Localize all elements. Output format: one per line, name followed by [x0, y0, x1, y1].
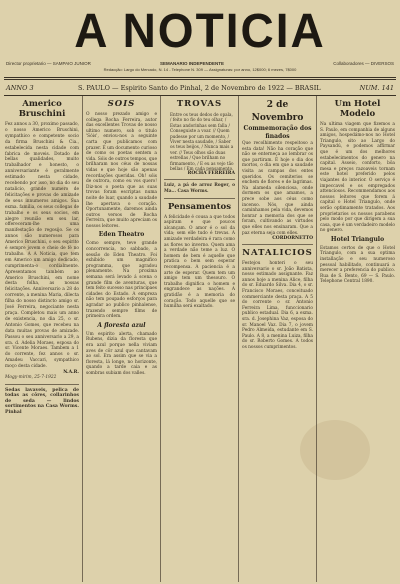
issue-year: ANNO 3	[6, 84, 34, 92]
article-signature: CORDORNETTO	[272, 236, 313, 242]
director-info: Director proprietario — SAMPAIO JUNIOR	[6, 61, 91, 66]
weekly-info: SEMANARIO INDEPENDENTE	[160, 61, 225, 66]
divider	[5, 384, 79, 385]
column-divider	[160, 96, 161, 582]
article-body: Festejou honteri o seu anniversario o sr. João Batista, nosso estimado assignante. Faz annos hoje a menina Alice, filha do sr. Eduardo Silva. Dia 4, o sr. Francisco Moraes, conceituado commerciante desta praça. A 5 do corrente o sr. Antonio Ferreira Lima, funccionario publico estadual. Dia 6, a exma. sra. d. Josephina Vaz, esposa do sr. Manoel Vaz. Dia 7, o jovem Pedro Almeida, estudante em S. Paulo. A 8, a menina Luiza, filha do sr. Roberto Gomes. A todos os nossos cumprimentos.	[242, 261, 313, 350]
article-signature: N.A.R.	[63, 370, 79, 376]
poem-signature: ROCHA FERREIRA	[187, 171, 235, 177]
column-2	[86, 99, 157, 579]
collaborators-info: Collaboradores — DIVERSOS	[333, 61, 394, 66]
divider	[4, 95, 396, 96]
article-body: Um espirito alerta, chamado Rubens, dizia da floresta que era azul porque nella viviam aves de côr azul que cantavam ao sol. Era assim que se via a floresta, lá longe, no horizonte, quando a tarde caia e as sombras subiam dos valles.	[86, 331, 157, 376]
divider	[4, 79, 396, 80]
article-heading: Um Hotel Modelo	[334, 99, 381, 119]
advertisement: Luiz, a pá de arroz Roger, o Ma... Casa Worms.	[164, 183, 235, 195]
dateline	[0, 81, 400, 95]
article-body: Fez annos a 30, proximo passado, o nosso Americo Bruschini, sympathico e competente socio da firma Bruschini & Cia., estabelecida nesta cidade com fabrica de moveis. Dotado de bellas qualidades, muito trabalhador e honesto, o anniversariante é geralmente estimado nesta cidade, recebendo por isso, no dia do seu natalicio, grande numero de felicitações e provas de amizade de seus innumeros amigos. Sua exma. familia, os seus collegas de trabalho e os seus socios, em alegre reunião em seu lar, offereceram-lhe uma manifestação de regosijo. Se os annos são numerosos para Americo Bruschini, o seu espirito é sempre jovem e cheio de fé no trabalho. A A Noticia, que tem em Americo um amigo dedicado, cumprimenta-o cordialmente. Apresentamos também ao Americo Bruschini, em nome desta folha, as nossas felicitações. Anniversario a 28 do corrente, a menina Maria, dilecta filha do nosso distincto amigo sr. José Ferreira, negociante nesta praça. Completou mais um anno de existencia, no dia 25, o sr. Antonio Gomes, que recebeu na data muitas provas de amizade. Passou o seu anniversario a 29, a sra. d. Adelia Moraes, esposa do sr. Vicente Moraes. Tambem a 1 do corrente, fez annos o sr. Amadeu Vaccari, sympathico moço desta cidade.	[5, 122, 79, 370]
article-body: Que recolhimento respeitoso a esta data! Não ha coração que não se enterneça ao lembrar os que partiram. É hoje o dia dos mortos, o dia em que a saudade visita as campas dos entes queridos. Os cemiterios se enchem de flores e de lagrimas. Na alameda silenciosa, onde dormem os que amamos, a prece sobe aos céus como incenso. Nós, que ainda caminhamos pela vida, devemos honrar a memoria dos que se foram, cultivando as virtudes que elles nos ensinaram. Que a paz eterna seja com elles.	[242, 141, 313, 236]
address-line: Redacção: Largo do Mercado, N. 14 - Telephone N. 309 — Assignaturas: por anno, 12$000; 6 mezes, 7$000	[103, 67, 297, 72]
article-heading: 2 de Novembro	[251, 100, 304, 123]
location-date: S. PAULO — Espirito Santo do Pinhal, 2 de Novembro de 1922 — BRASIL	[78, 84, 321, 92]
article-body: A felicidade é cousa a que todos aspiram e que poucos alcançam. O amor é o sol da vida; sem elle tudo é trevas. A amizade verdadeira é rara como as flores no inverno. Quem ama a verdade não teme a luz. O homem de bem é aquelle que pratica o bem sem esperar recompensa. A paciencia é a arte de esperar. Quem tem um amigo tem um thesouro. O trabalho dignifica o homem e engrandece as nações. A gratidão é a memoria do coração. Todo aquelle que se humilha será exaltado.	[164, 214, 235, 310]
article-highlight: Hotel Triangulo	[330, 235, 385, 243]
article-body: Como sempre, teve grande concorrencia, no sabbado, a sessão do Eden Theatro. Foi exhibido um magnifico programma, que agradou plenamente. Na proxima semana será levado á scena o grande film de aventuras, que tem feito sucesso nas principaes cidades do Estado. A empreza não tem poupado esforços para agradar ao publico pinhalense, trazendo sempre films de primeira ordem.	[86, 241, 157, 320]
article-heading: NATALICIOS	[242, 248, 313, 259]
divider	[242, 244, 313, 245]
column-5	[320, 99, 395, 579]
issue-number: NUM. 141	[359, 84, 394, 92]
article-body: Estamos certos de que o Hotel Triangulo, com a sua optima installação e seu numeroso pessoal habilitado, continuará a merecer a preferencia do publico. Rua de S. Bento, 69 — S. Paulo. Telephone Central 1890.	[320, 245, 395, 285]
column-divider	[316, 96, 317, 582]
column-divider	[238, 96, 239, 582]
masthead	[0, 2, 400, 60]
divider	[4, 77, 396, 78]
article-body: Na ultima viagem que fizemos a S. Paulo, em companhia de alguns amigos, hospedámo-nos no Hotel Triangulo, sito ao Largo do Paysandú, e podemos affirmar que é um dos melhores estabelecimentos do genero na capital. Asseio, conforto, bôa mesa e preços razoaveis tornam este hotel preferido pelos viajantes do interior. O serviço é impeccavel e os empregados attenciosos. Recommendamos aos nossos leitores que forem á capital o Hotel Triangulo, onde serão optimamente tratados. Aos proprietarios os nossos parabens pelo modo por que dirigem a sua casa, que é um verdadeiro modelo no genero.	[320, 122, 395, 234]
article-date: Mogy-mirim, 25-7-1922	[5, 375, 57, 381]
article-body: O nosso prezado amigo e collega Rocha Ferreira, autor das excellentes Trovas de nosso ultimo numero, sob o titulo 'Sóis', enviou-nos a seguinte carta que publicamos com prazer. É um documento curioso de como os poetas sentem a vida. Sóis de outros tempos, que brilharam nos céus de nossas vidas e que hoje são apenas recordações queridas. Oh! sóis de outrora, como eu vos quero! Diz-nos o poeta que as suas trovas foram escriptas numa noite de luar, quando a saudade lhe apertava o coração. Oportunamente, daremos ainda outros versos de Rocha Ferreira, que muito apreciam os nossos leitores.	[86, 112, 157, 229]
article-subheading: Commemoração dos finados	[243, 125, 312, 140]
article-subheading: Eden Theatro	[98, 231, 145, 239]
divider	[164, 179, 235, 180]
poem-text: Entre os teus dedos de opala, / feito no fio do teu olhar, / Estas andorinhas sem falla / Conseguiste a voar. // Quem pudesse por um momento, / Viver nesta saudade, / Saber os teus beijos, / Nunca mais a ver. // Teus olhos são duas estrellas / Que brilham no firmamento, / E eu as vejo tão bellas / Em cada pensamento.	[170, 112, 234, 172]
column-divider	[82, 96, 83, 582]
article-subheading: A floresta azul	[97, 321, 146, 329]
column-3	[164, 99, 235, 579]
advertisement: Sedas lavaveis, pelica de todas as côres, collarinhos de seda — lindos sortimentos na Casa Worms. Pinhal	[5, 387, 79, 416]
column-1	[5, 99, 79, 579]
article-heading: SOIS	[107, 99, 136, 109]
article-heading: TROVAS	[176, 99, 223, 109]
column-4	[242, 99, 313, 579]
divider	[164, 198, 235, 199]
article-heading: Americo Bruschini	[18, 99, 66, 119]
newspaper-title: A NOTICIA	[74, 2, 326, 58]
article-heading: Pensamentos	[167, 201, 231, 212]
